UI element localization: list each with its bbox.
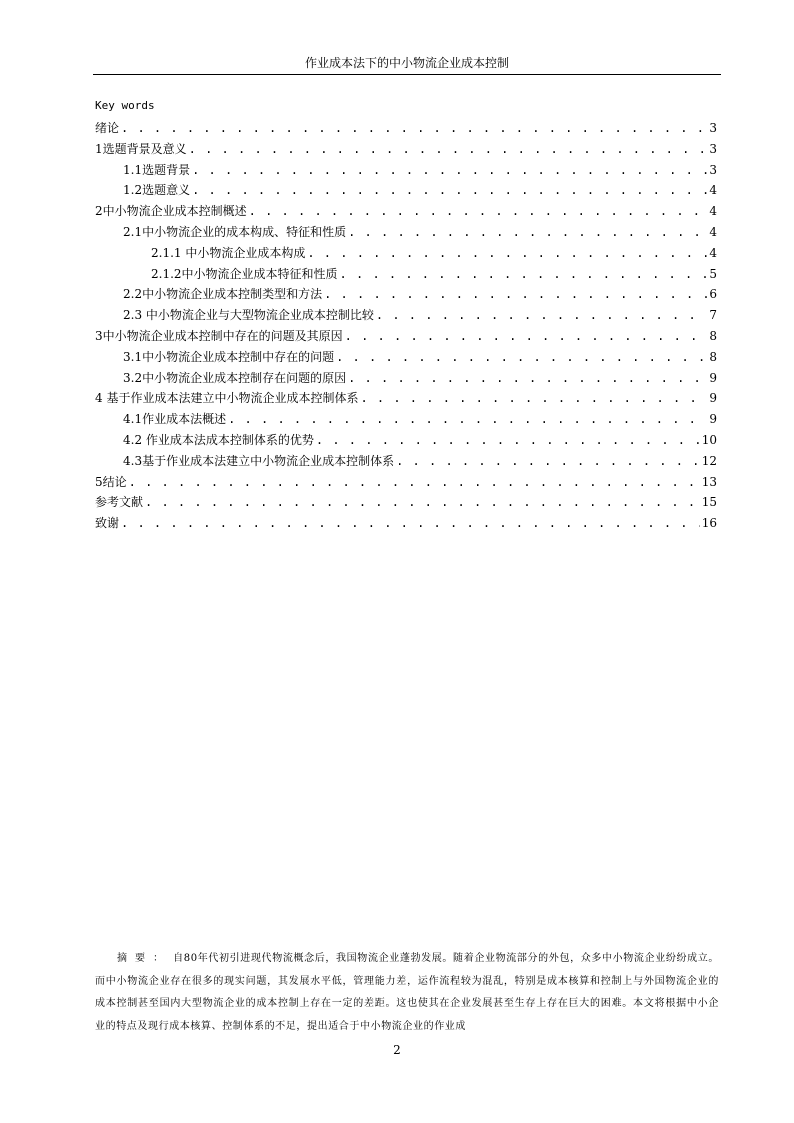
toc-dot-leader (336, 347, 707, 368)
toc-entry[interactable] (95, 451, 717, 472)
toc-entry-title: 4.1作业成本法概述 (123, 412, 227, 427)
toc-entry[interactable] (95, 347, 717, 368)
toc-entry[interactable] (95, 243, 717, 264)
toc-entry-title: 致谢 (95, 516, 120, 531)
toc-dot-leader (121, 513, 700, 534)
toc-dot-leader (249, 201, 708, 222)
toc-entry-title: 3.2中小物流企业成本控制存在问题的原因 (123, 370, 347, 385)
toc-entry-page: 8 (709, 328, 717, 343)
toc-entry[interactable] (95, 118, 717, 139)
toc-entry-title: 2.2中小物流企业成本控制类型和方法 (123, 287, 323, 302)
toc-dot-leader (145, 492, 700, 513)
toc-entry-title: 1.1选题背景 (123, 162, 191, 177)
toc-entry-page: 4 (709, 245, 717, 260)
toc-entry-title: 3中小物流企业成本控制中存在的问题及其原因 (95, 328, 343, 343)
toc-entry-title: 2.1.2中小物流企业成本特征和性质 (151, 266, 338, 281)
keywords-line: Key words (95, 99, 155, 112)
toc-dot-leader (129, 472, 700, 493)
toc-entry-page: 5 (709, 266, 717, 281)
toc-entry-page: 9 (709, 391, 717, 406)
toc-entry[interactable] (95, 388, 717, 409)
toc-dot-leader (396, 451, 700, 472)
toc-entry-page: 6 (709, 287, 717, 302)
toc-entry[interactable] (95, 430, 717, 451)
toc-entry-page: 7 (709, 308, 717, 323)
toc-dot-leader (228, 409, 707, 430)
toc-dot-leader (316, 430, 700, 451)
toc-dot-leader (360, 388, 707, 409)
toc-entry-page: 3 (709, 121, 717, 135)
toc-entry-title: 5结论 (95, 474, 127, 489)
toc-dot-leader (376, 305, 707, 326)
abstract-text: 自80年代初引进现代物流概念后，我国物流企业蓬勃发展。随着企业物流部分的外包，众多中小物流企业纷纷成立。而中小物流企业存在很多的现实问题，其发展水平低，管理能力差，运作流程较为混乱，特别是成本核算和控制上与外国物流企业的成本控制甚至国内大型物流企业的成本控制上存在一定的差距。这也使其在企业发展甚至生存上存在巨大的困难。本文将根据中小企业的特点及现行成本核算、控制体系的不足，提出适合于中小物流企业的作业成 (95, 953, 719, 1032)
toc-entry-page: 13 (701, 474, 717, 489)
toc-entry-title: 参考文献 (95, 495, 144, 510)
toc-entry-page: 4 (709, 204, 717, 219)
toc-entry[interactable] (95, 305, 717, 326)
table-of-contents (95, 118, 717, 534)
toc-entry[interactable] (95, 160, 717, 181)
toc-dot-leader (189, 139, 708, 160)
toc-dot-leader (340, 264, 708, 285)
toc-entry-page: 9 (709, 412, 717, 427)
toc-entry[interactable] (95, 492, 717, 513)
abstract-label: 摘要： (117, 953, 172, 964)
toc-entry-page: 10 (701, 432, 717, 447)
page-number: 2 (393, 1043, 401, 1057)
toc-entry-title: 1选题背景及意义 (95, 141, 187, 156)
toc-dot-leader (121, 118, 707, 139)
toc-dot-leader (192, 160, 707, 181)
toc-entry-page: 3 (709, 162, 717, 177)
toc-entry[interactable] (95, 139, 717, 160)
toc-dot-leader (192, 180, 707, 201)
header-title: 作业成本法下的中小物流企业成本控制 (304, 56, 509, 70)
toc-entry-title: 绪论 (95, 121, 120, 135)
toc-dot-leader (307, 243, 707, 264)
toc-entry-title: 4 基于作业成本法建立中小物流企业成本控制体系 (95, 391, 359, 406)
toc-dot-leader (348, 368, 707, 389)
toc-entry-page: 9 (709, 370, 717, 385)
page-header (93, 56, 721, 75)
toc-entry[interactable] (95, 472, 717, 493)
toc-dot-leader (324, 284, 707, 305)
toc-entry-title: 4.3基于作业成本法建立中小物流企业成本控制体系 (123, 453, 395, 468)
toc-entry[interactable] (95, 180, 717, 201)
toc-entry[interactable] (95, 284, 717, 305)
toc-entry-page: 4 (709, 224, 717, 239)
toc-entry[interactable] (95, 222, 717, 243)
toc-entry-page: 15 (701, 495, 717, 510)
toc-entry-title: 4.2 作业成本法成本控制体系的优势 (123, 432, 314, 447)
toc-entry[interactable] (95, 326, 717, 347)
toc-entry[interactable] (95, 201, 717, 222)
toc-entry-title: 3.1中小物流企业成本控制中存在的问题 (123, 349, 335, 364)
toc-entry-title: 1.2选题意义 (123, 183, 191, 198)
toc-entry-title: 2.3 中小物流企业与大型物流企业成本控制比较 (123, 308, 374, 323)
toc-entry[interactable] (95, 513, 717, 534)
toc-entry[interactable] (95, 264, 717, 285)
toc-entry-page: 16 (701, 516, 717, 531)
toc-dot-leader (345, 326, 708, 347)
toc-dot-leader (348, 222, 707, 243)
toc-entry-title: 2中小物流企业成本控制概述 (95, 204, 247, 219)
abstract-paragraph (95, 948, 719, 1038)
toc-entry-page: 8 (709, 349, 717, 364)
toc-entry-title: 2.1.1 中小物流企业成本构成 (151, 245, 306, 260)
toc-entry[interactable] (95, 409, 717, 430)
toc-entry-page: 3 (709, 141, 717, 156)
toc-entry[interactable] (95, 368, 717, 389)
toc-entry-title: 2.1中小物流企业的成本构成、特征和性质 (123, 224, 347, 239)
toc-entry-page: 12 (701, 453, 717, 468)
toc-entry-page: 4 (709, 183, 717, 198)
